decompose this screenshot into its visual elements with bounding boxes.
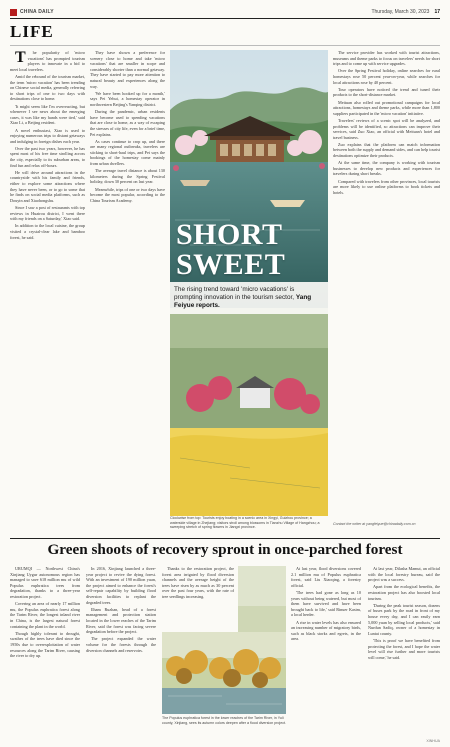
article-paragraph: They have shown a preference for scenery close to home and take 'micro vacations' that are smaller in scope and considerably shorter than a normal getaway. They have started to pay more attention to natural beauty and experiences along the way. xyxy=(90,50,165,89)
article-paragraph: During the pandemic, urban residents have become used to spending vacations that are close to home, as a way of escaping the stresses of city life, even for a brief time, Pei explains. xyxy=(90,109,165,137)
article-paragraph: Zuo explains that the platform can match information between both the supply and demand sides, and can help tourist destinations optimize their products. xyxy=(333,141,440,159)
writer-contact: Contact the writer at yangfeiyue@chinadaily.com.cn xyxy=(333,522,416,526)
article-paragraph: A novel enthusiast, Xiao is used to enjoying numerous trips to distant getaways and indulging in foreign dishes each year. xyxy=(10,127,85,144)
section-rule xyxy=(10,45,440,46)
issue-date: Thursday, March 30, 2023 xyxy=(371,9,430,15)
feature-title-line1: SHORT xyxy=(176,218,283,251)
article-paragraph: 'It might seem like I'm overreacting, but whenever I see news about the emerging cases, it was like my hands were tied,' said Xiao Li, a Beijing resident. xyxy=(10,103,85,126)
second-story-headline: Green shoots of recovery sprout in once-parched forest xyxy=(47,541,403,558)
article-paragraph: Since I saw a post of restaurants with top reviews in Huairou district, I went there with my friends on a Saturday,' Xiao said. xyxy=(10,205,85,222)
feature-deck xyxy=(170,282,328,314)
agency-credit: XINHUA xyxy=(426,739,440,743)
feature-title xyxy=(176,220,285,280)
masthead-bar xyxy=(10,6,440,18)
article-paragraph: Covering an area of nearly 17 million mu, the Populus euphratica forest along the Tarim River, the longest inland river in China, is the largest natural forest containing the plant in the world. xyxy=(10,601,80,629)
article-paragraph: 'We have been hooked up for a month,' says Pei Yehui, a homestay operator in northwestern Beijing's Yanqing district. xyxy=(90,90,165,107)
article-paragraph: Apart from the ecological benefits, the restoration project has also boosted local tourism. xyxy=(368,584,440,601)
brand-name: CHINA DAILY xyxy=(20,9,54,15)
article-paragraph: Compared with travelers from other provinces, local tourists are more likely to use online platforms to book tickets and hotels. xyxy=(333,178,440,195)
feature-deck-text: The rising trend toward 'micro vacations' is prompting innovation in the tourism sector, xyxy=(174,286,295,301)
article-paragraph: The popularity of 'micro vacations' has prompted tourism players to innovate in a bid to meet local travelers. xyxy=(10,50,85,72)
article-column-3 xyxy=(333,50,440,520)
article-paragraph: The project expanded the water volume for the forests through the diversion channels and reservoirs. xyxy=(86,636,156,653)
populus-euphratica-forest-photo xyxy=(162,632,286,714)
story-divider xyxy=(10,538,440,539)
article-paragraph: The service provider has worked with tourist attractions, museums and theme parks to focus on travelers' needs for short trips and to come up with service upgrades. xyxy=(333,50,440,67)
article-paragraph: Over the past two years, however, he has spent most of his free time strolling across the city, especially to its suburban areas, to find fun and relax off-hours. xyxy=(10,145,85,168)
article-paragraph: Over the Spring Festival holiday, online searches for rural homestays rose 50 percent year-on-year, while searches for local attractions rose by 40 percent. xyxy=(333,68,440,85)
masthead-right xyxy=(371,9,440,15)
article-paragraph: As cases continue to crop up, and there are many regional outbreaks, travelers are sticking to short-haul trips, and Pei says the bookings of the homestay come mainly from urban dwellers. xyxy=(90,138,165,167)
feature-title-line2: SWEET xyxy=(176,248,286,281)
article-paragraph: In 2016, Xinjiang launched a three-year project to revive the dying forest. With an investment of 190 million yuan, the project aimed to enhance the forest's self-repair capability by building flood diversion facilities to replant the degraded trees. xyxy=(86,566,156,605)
article-column-1 xyxy=(10,50,85,520)
article-paragraph: In addition to the local cuisine, the group visited a crystal-clear lake and bamboo forest, he said. xyxy=(10,223,85,240)
article-paragraph: Meanwhile, trips of one or two days have become the most popular, according to the China Tourism Academy. xyxy=(90,186,165,203)
section-title: LIFE xyxy=(10,22,54,41)
masthead-brand xyxy=(10,9,54,16)
article-paragraph: Ilham Ruzhan, head of a forest management and protection station located in the lower reaches of the Tarim River, said the forest was facing severe degradation before the project. xyxy=(86,606,156,635)
article-column-2 xyxy=(90,50,165,520)
article-paragraph: Amid the rebound of the tourism market, the term 'micro vacation' has been trending on Chinese social media, generally referring to short trips of one to two days with destinations close to home. xyxy=(10,73,85,102)
article-paragraph: The average travel distance is about 130 kilometers during the Spring Festival holiday, down 30 percent on last year. xyxy=(90,168,165,185)
article-paragraph: URUMQI — Northwest China's Xinjiang Uygur autonomous region has managed to save 618 million mu of wild Populus euphratica trees from degradation, thanks to a three-year restoration project. xyxy=(10,566,80,599)
story2-column-4 xyxy=(291,566,361,736)
article-paragraph: Travelers' reviews of a scenic spot will be analyzed, and problems will be identified, so attractions can improve their services, said Zuo Xiao, an official with Meituan's hotel and travel business. xyxy=(333,117,440,140)
story2-column-5 xyxy=(368,566,440,736)
feature-byline: Yang Feiyue reports. xyxy=(174,294,312,309)
page-number: 17 xyxy=(434,9,440,15)
article-paragraph: Thanks to the restoration project, the forest area irrigated by flood diversion channels and the average height of the trees have risen by as much as 30 percent over the past four years, with the rate of tree seedlings increasing. xyxy=(162,566,234,599)
china-daily-logo-icon xyxy=(10,9,17,16)
article-paragraph: At last year, Dilasha Mamut, an official with the local forestry bureau, said the project was a success. xyxy=(368,566,440,583)
blossom-village-photo xyxy=(170,308,328,516)
article-paragraph: 'During the peak tourist season, dozens of buses park by the road in front of my house every day, and I can easily earn 5,000 yuan by selling local products,' said Nurdun Sadiq, owner of a homestay in Luntai county. xyxy=(368,602,440,636)
article-paragraph: Meituan also rolled out promotional campaigns for local attractions, homestays and theme parks, while more than 1,800 suppliers participated in the 'micro vacation' initiative. xyxy=(333,99,440,116)
article-paragraph: A rise in water levels has also ensured an increasing number of migratory birds, such as black storks and egrets, in the area. xyxy=(291,619,361,642)
masthead-rule xyxy=(10,18,440,19)
article-paragraph: At the same time, the company is working with tourism businesses to develop new products and experiences for travelers during short breaks. xyxy=(333,160,440,177)
forest-photo-caption: The Populus euphratica forest in the lower reaches of the Tarim River, in Yuli county, Xinjiang, sees its autumn colors deepen after a flood diversion project. xyxy=(162,716,286,725)
story2-column-1 xyxy=(10,566,80,736)
story2-column-2 xyxy=(86,566,156,736)
article-paragraph: Though highly tolerant to drought, swathes of the trees have died since the 1950s due to overexploitation of water resources along the Tarim River, causing the river to dry up. xyxy=(10,630,80,659)
article-paragraph: Tour operators have noticed the trend and tuned their products to the short-distance market. xyxy=(333,86,440,98)
article-paragraph: He will drive around attractions in the countryside with his family and friends, either to explore some attractions where they have never been, or to go to some that he finds on social media platforms, such as Douyin and Xiaohongshu. xyxy=(10,169,85,203)
article-paragraph: At last year, flood diversions covered 2.1 million mu of Populus euphratica forest, said Liu Xiaoqing, a forestry official. xyxy=(291,566,361,588)
story2-column-3 xyxy=(162,566,234,630)
article-paragraph: 'This is proof we have benefited from protecting the forest, and I hope the water level will rise further and more tourists will come,' he said. xyxy=(368,637,440,660)
feature-photo-caption: Clockwise from top: Tourists enjoy boating in a scenic area in Xingyi, Guizhou province; a waterside village in Zhejiang; visitors stroll among blossoms in Tianzhu Village of Hangzhou; a sweeping stretch of spring flowers in Jiangxi province. xyxy=(170,516,320,530)
article-paragraph: 'The trees had gone as long as 10 years without being watered, but most of them have survived and have been brought back to life,' said Rinuer Kasim, a local herder. xyxy=(291,589,361,618)
